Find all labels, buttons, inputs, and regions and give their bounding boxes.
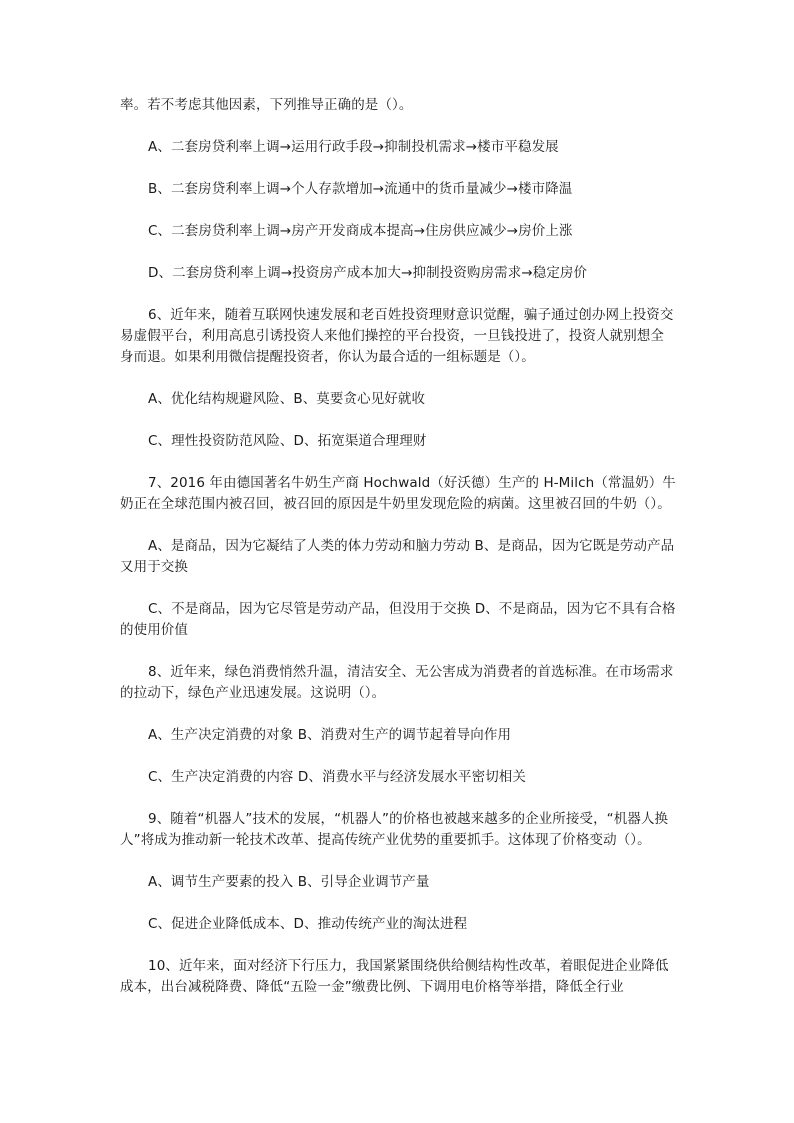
question-5-option-c: C、二套房贷利率上调→房产开发商成本提高→住房供应减少→房价上涨 (148, 223, 573, 239)
question-8-options-cd: C、生产决定消费的内容 D、消费水平与经济发展水平密切相关 (148, 769, 527, 785)
question-9-options-cd: C、促进企业降低成本、D、推动传统产业的淘汰进程 (148, 916, 468, 932)
question-5-option-d: D、二套房贷利率上调→投资房产成本加大→抑制投资购房需求→稳定房价 (148, 265, 588, 281)
question-6-stem: 6、近年来，随着互联网快速发展和老百姓投资理财意识觉醒，骗子通过创办网上投资交易虚假平台，利用高息引诱投资人来他们操控的平台投资，一旦钱投进了，投资人就别想全身而退。如果利用微信提醒投资者，你认为最合适的一组标题是（）。 (120, 307, 674, 365)
question-7-options-cd: C、不是商品，因为它尽管是劳动产品，但没用于交换 D、不是商品，因为它不具有合格的使用价值 (120, 601, 676, 638)
question-7-options-ab: A、是商品，因为它凝结了人类的体力劳动和脑力劳动 B、是商品，因为它既是劳动产品又用于交换 (120, 538, 675, 575)
question-8-options-ab: A、生产决定消费的对象 B、消费对生产的调节起着导向作用 (148, 727, 512, 743)
question-9-stem: 9、随着“机器人”技术的发展，“机器人”的价格也被越来越多的企业所接受，“机器人换人”将成为推动新一轮技术改革、提高传统产业优势的重要抓手。这体现了价格变动（）。 (120, 811, 669, 848)
document-body (120, 95, 676, 1019)
question-10-stem: 10、近年来，面对经济下行压力，我国紧紧围绕供给侧结构性改革，着眼促进企业降低成本，出台减税降费、降低“五险一金”缴费比例、下调用电价格等举措，降低全行业 (120, 958, 669, 995)
question-5-option-b: B、二套房贷利率上调→个人存款增加→流通中的货币量减少→楼市降温 (148, 181, 573, 197)
question-5-option-a: A、二套房贷利率上调→运用行政手段→抑制投机需求→楼市平稳发展 (148, 139, 559, 155)
question-6-options-cd: C、理性投资防范风险、D、拓宽渠道合理理财 (148, 433, 427, 449)
question-7-stem: 7、2016 年由德国著名牛奶生产商 Hochwald（好沃德）生产的 H-Milch（常温奶）牛奶正在全球范围内被召回，被召回的原因是牛奶里发现危险的病菌。这里被召回的牛奶（）。 (120, 475, 676, 512)
question-5-stem-tail: 率。若不考虑其他因素，下列推导正确的是（）。 (120, 97, 413, 113)
question-6-options-ab: A、优化结构规避风险、B、莫要贪心见好就收 (148, 391, 426, 407)
question-9-options-ab: A、调节生产要素的投入 B、引导企业调节产量 (148, 874, 430, 890)
question-8-stem: 8、近年来，绿色消费悄然升温，清洁安全、无公害成为消费者的首选标准。在市场需求的拉动下，绿色产业迅速发展。这说明（）。 (120, 664, 674, 701)
